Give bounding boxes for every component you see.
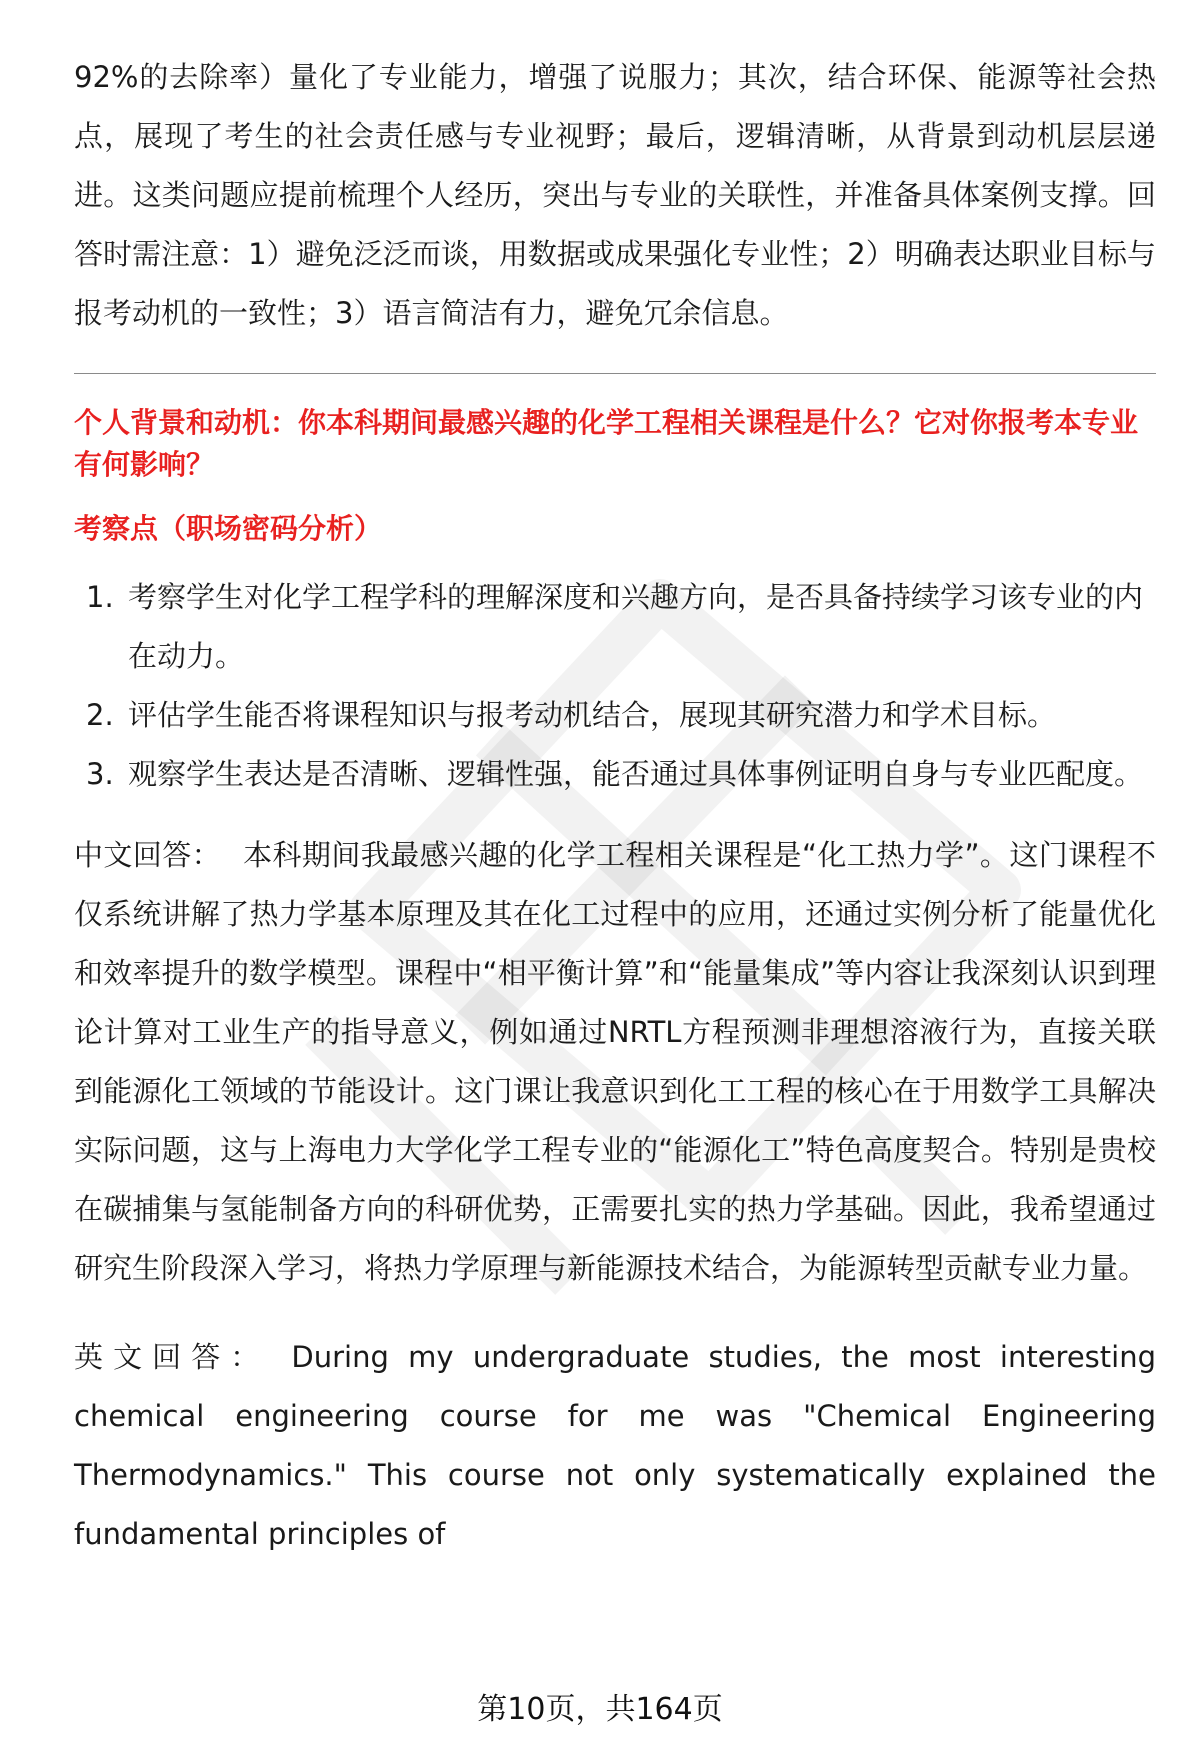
list-item xyxy=(74,568,1156,686)
list-item xyxy=(74,686,1156,745)
page-number-footer: 第10页，共164页 xyxy=(477,1692,723,1727)
list-item-text: 考察学生对化学工程学科的理解深度和兴趣方向，是否具备持续学习该专业的内在动力。 xyxy=(128,580,1144,673)
english-answer-text: During my undergraduate studies, the most interesting chemical engineering course for me was "Chemical Engineering Thermodynamics." This course not only systematically explained the fundamental principles of xyxy=(74,1340,1156,1551)
examination-points-heading: 考察点（职场密码分析） xyxy=(74,512,383,545)
list-item-number: 3. xyxy=(86,757,114,791)
document-page xyxy=(74,48,1156,1564)
chinese-answer-label: 中文回答： xyxy=(74,838,222,872)
list-item-number: 2. xyxy=(86,698,114,732)
examination-points-list xyxy=(74,568,1156,804)
list-item-text: 评估学生能否将课程知识与报考动机结合，展现其研究潜力和学术目标。 xyxy=(128,698,1057,732)
chinese-answer xyxy=(74,826,1156,1298)
list-item-number: 1. xyxy=(86,580,114,614)
english-answer xyxy=(74,1328,1156,1564)
intro-paragraph: 92%的去除率）量化了专业能力，增强了说服力；其次，结合环保、能源等社会热点，展现了考生的社会责任感与专业视野；最后，逻辑清晰，从背景到动机层层递进。这类问题应提前梳理个人经历，突出与专业的关联性，并准备具体案例支撑。回答时需注意：1）避免泛泛而谈，用数据或成果强化专业性；2）明确表达职业目标与报考动机的一致性；3）语言简洁有力，避免冗余信息。 xyxy=(74,60,1156,330)
list-item xyxy=(74,745,1156,804)
chinese-answer-text: 本科期间我最感兴趣的化学工程相关课程是“化工热力学”。这门课程不仅系统讲解了热力学基本原理及其在化工过程中的应用，还通过实例分析了能量优化和效率提升的数学模型。课程中“相平衡计算”和“能量集成”等内容让我深刻认识到理论计算对工业生产的指导意义，例如通过NRTL方程预测非理想溶液行为，直接关联到能源化工领域的节能设计。这门课让我意识到化工工程的核心在于用数学工具解决实际问题，这与上海电力大学化学工程专业的“能源化工”特色高度契合。特别是贵校在碳捕集与氢能制备方向的科研优势，正需要扎实的热力学基础。因此，我希望通过研究生阶段深入学习，将热力学原理与新能源技术结合，为能源转型贡献专业力量。 xyxy=(74,838,1156,1285)
list-item-text: 观察学生表达是否清晰、逻辑性强，能否通过具体事例证明自身与专业匹配度。 xyxy=(128,757,1144,791)
section-divider xyxy=(74,373,1156,374)
question-heading: 个人背景和动机：你本科期间最感兴趣的化学工程相关课程是什么？它对你报考本专业有何影响？ xyxy=(74,406,1139,481)
english-answer-label: 英文回答： xyxy=(74,1340,270,1374)
